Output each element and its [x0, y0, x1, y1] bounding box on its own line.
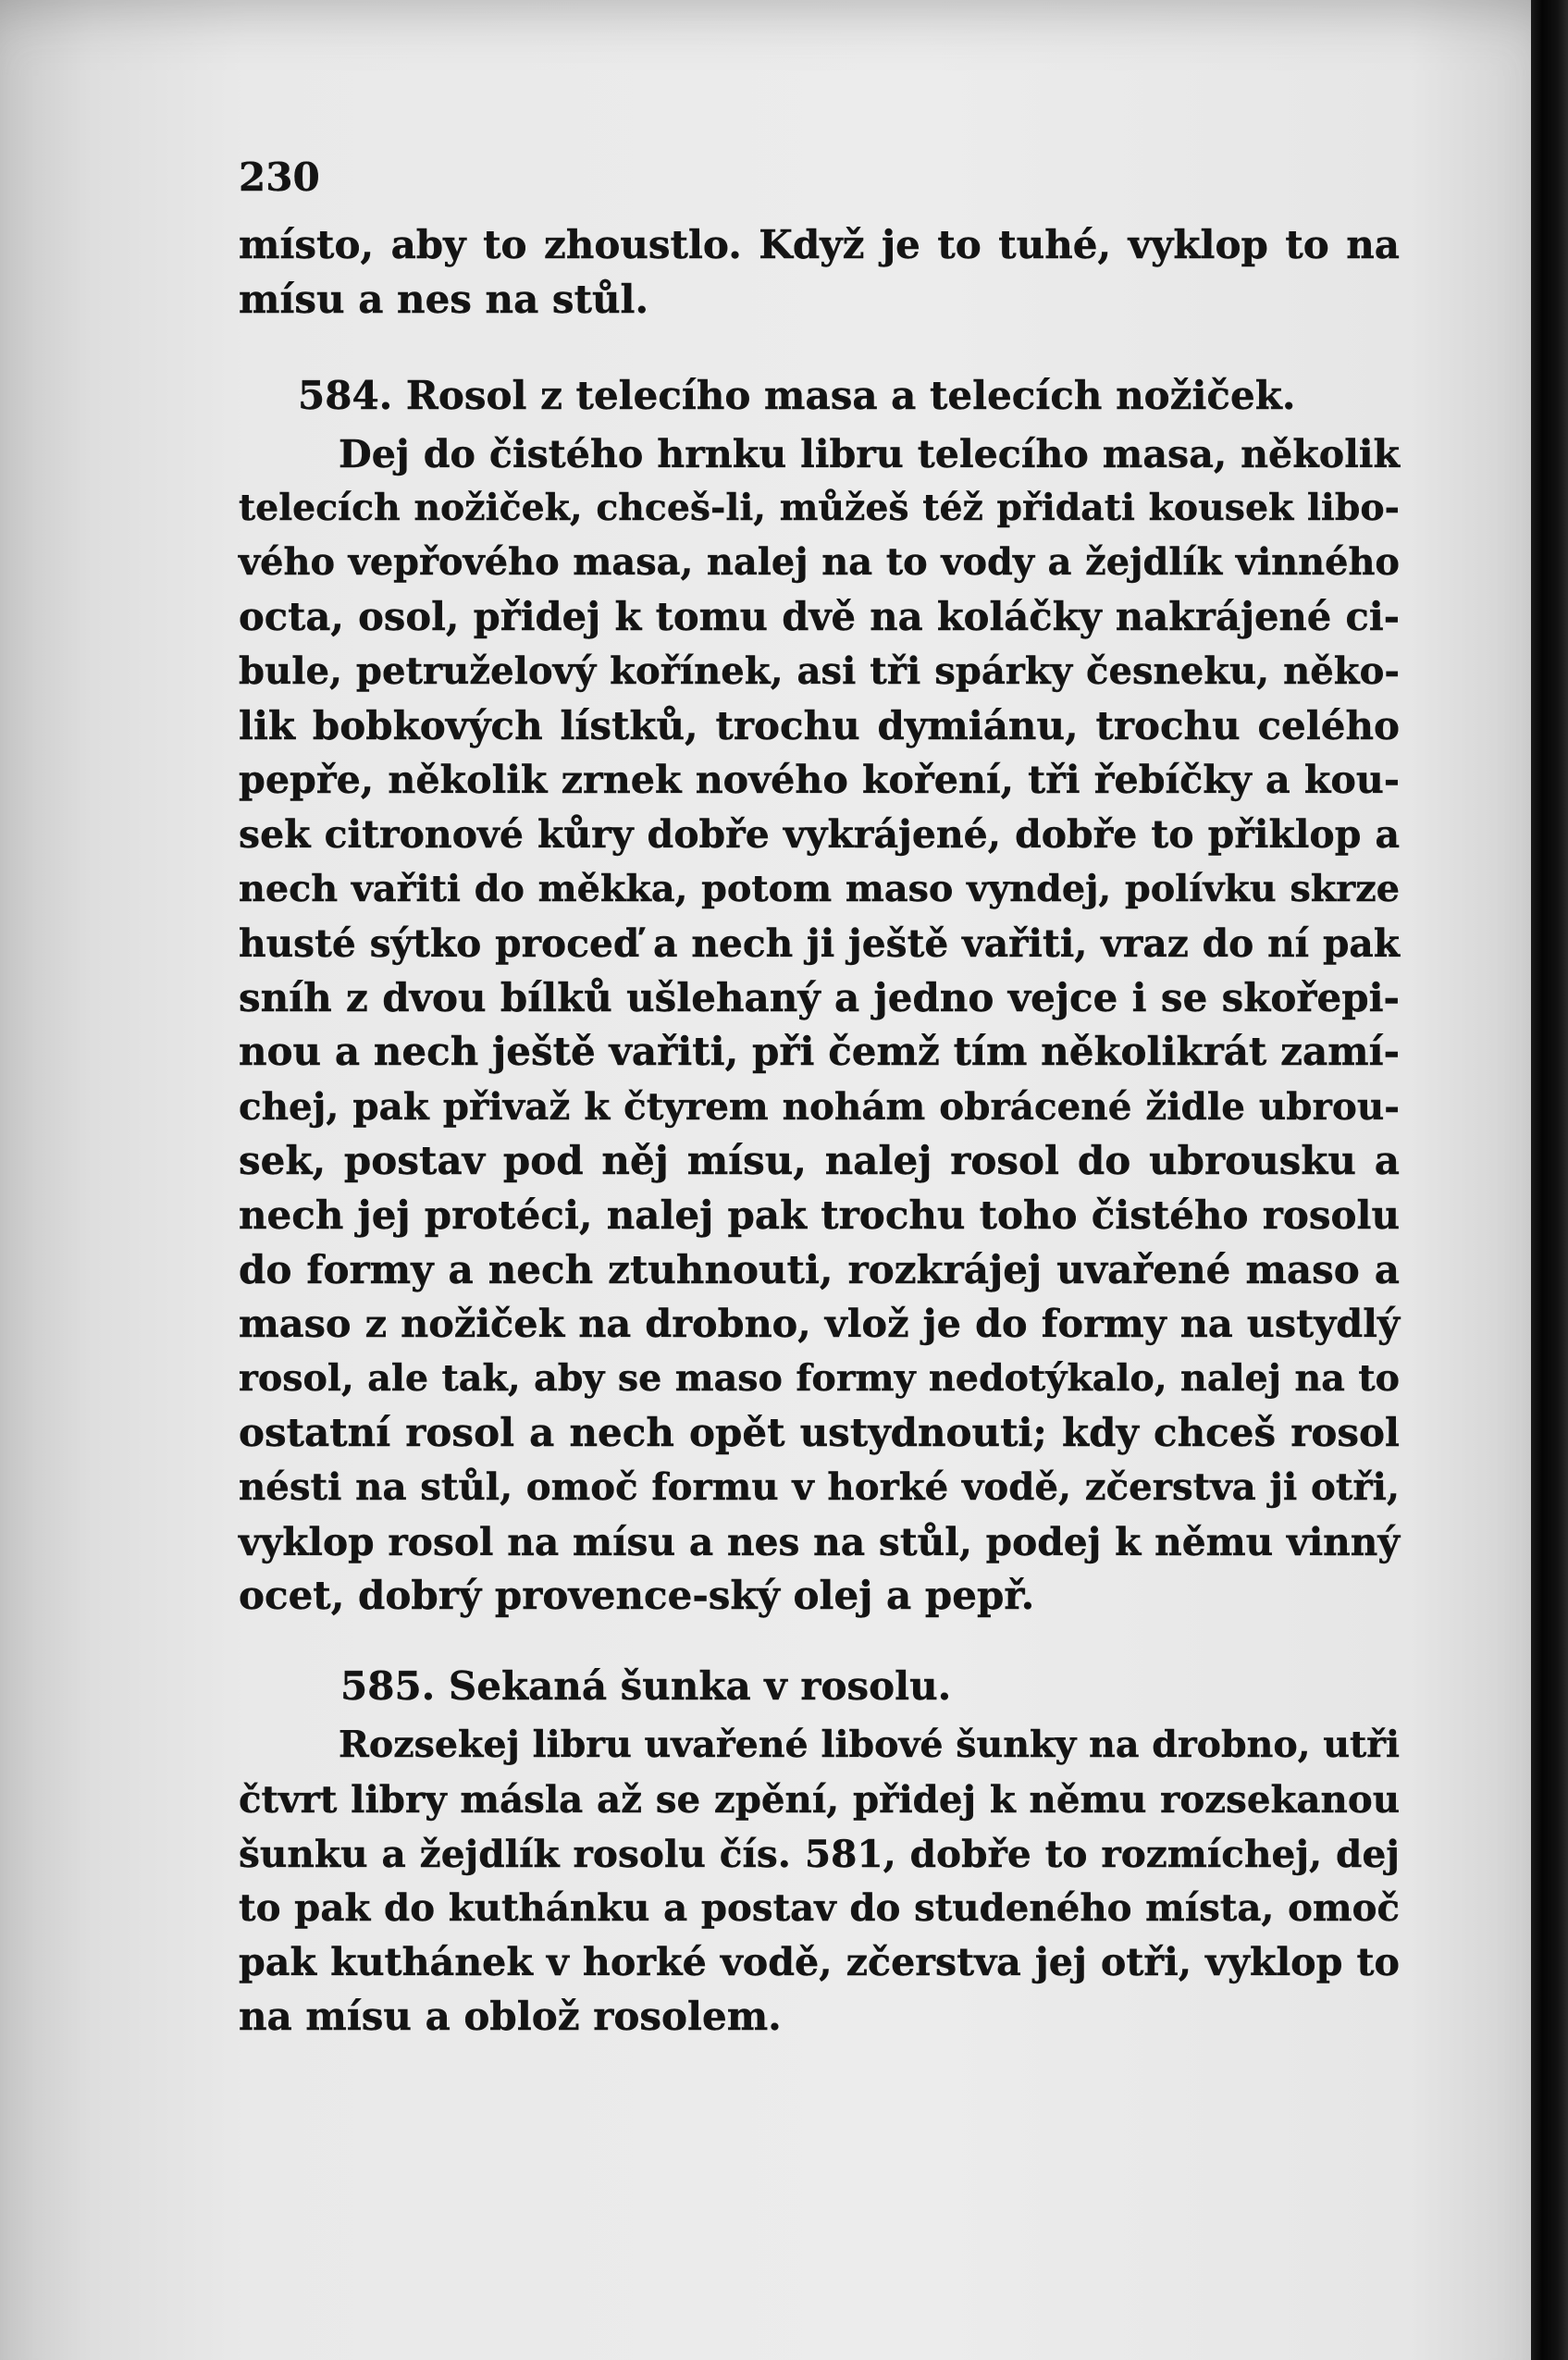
text-line: nech jej protéci, nalej pak trochu toho čistého rosolu	[239, 1192, 1400, 1238]
text-line: bule, petruželový kořínek, asi tři spárky česneku, něko-	[239, 649, 1400, 693]
recipe-heading-584: 584. Rosol z telecího masa a telecích nožiček.	[298, 372, 1296, 418]
text-line: ostatní rosol a nech opět ustydnouti; kdy chceš rosol	[239, 1409, 1400, 1455]
page-text	[239, 137, 1400, 2045]
text-line: nech vařiti do měkka, potom maso vyndej, polívku skrze	[239, 867, 1400, 910]
text-line: octa, osol, přidej k tomu dvě na koláčky nakrájené ci-	[239, 593, 1400, 639]
text-line: telecích nožiček, chceš-li, můžeš též přidati kousek libo-	[239, 487, 1400, 530]
text-line: na mísu a oblož rosolem.	[239, 1994, 782, 2040]
page-edge-shadow	[1531, 0, 1568, 2360]
text-line: do formy a nech ztuhnouti, rozkrájej uvařené maso a	[239, 1246, 1400, 1292]
text-line: čtvrt libry másla až se zpění, přidej k němu rozsekanou	[239, 1776, 1400, 1822]
text-line: sek citronové kůry dobře vykrájené, dobře to přiklop a	[239, 812, 1400, 858]
text-line: Rozsekej libru uvařené libové šunky na drobno, utři	[339, 1724, 1401, 1767]
text-line: vého vepřového masa, nalej na to vody a žejdlík vinného	[239, 541, 1400, 585]
text-line: sníh z dvou bílků ušlehaný a jedno vejce i se skořepi-	[239, 974, 1400, 1020]
recipe-heading-585: 585. Sekaná šunka v rosolu.	[340, 1663, 952, 1710]
text-line: pepře, několik zrnek nového koření, tři řebíčky a kou-	[239, 757, 1400, 803]
text-line: rosol, ale tak, aby se maso formy nedotýkalo, nalej na to	[239, 1357, 1400, 1401]
text-line: sek, postav pod něj mísu, nalej rosol do ubrousku a	[239, 1137, 1400, 1183]
text-line: šunku a žejdlík rosolu čís. 581, dobře to rozmíchej, dej	[239, 1831, 1400, 1876]
text-line: nou a nech ještě vařiti, při čemž tím několikrát zamí-	[239, 1029, 1400, 1075]
text-line: chej, pak přivaž k čtyrem nohám obrácené židle ubrou-	[239, 1084, 1400, 1130]
text-line: maso z nožiček na drobno, vlož je do formy na ustydlý	[239, 1301, 1400, 1347]
text-line: vyklop rosol na mísu a nes na stůl, podej k němu vinný	[239, 1519, 1400, 1564]
text-line: to pak do kuthánku a postav do studeného místa, omoč	[239, 1885, 1400, 1930]
page-number: 230	[239, 154, 320, 200]
text-line: Dej do čistého hrnku libru telecího masa, několik	[339, 430, 1400, 476]
text-line: místo, aby to zhoustlo. Když je to tuhé, vyklop to na	[239, 222, 1400, 267]
text-line: husté sýtko proceď a nech ji ještě vařiti, vraz do ní pak	[239, 921, 1400, 966]
text-line: mísu a nes na stůl.	[239, 276, 649, 322]
text-line: pak kuthánek v horké vodě, zčerstva jej otři, vyklop to	[239, 1939, 1400, 1985]
text-line: lik bobkových lístků, trochu dymiánu, trochu celého	[239, 702, 1400, 748]
text-line: nésti na stůl, omoč formu v horké vodě, zčerstva ji otři,	[239, 1464, 1400, 1509]
text-line: ocet, dobrý provence-ský olej a pepř.	[239, 1573, 1035, 1619]
